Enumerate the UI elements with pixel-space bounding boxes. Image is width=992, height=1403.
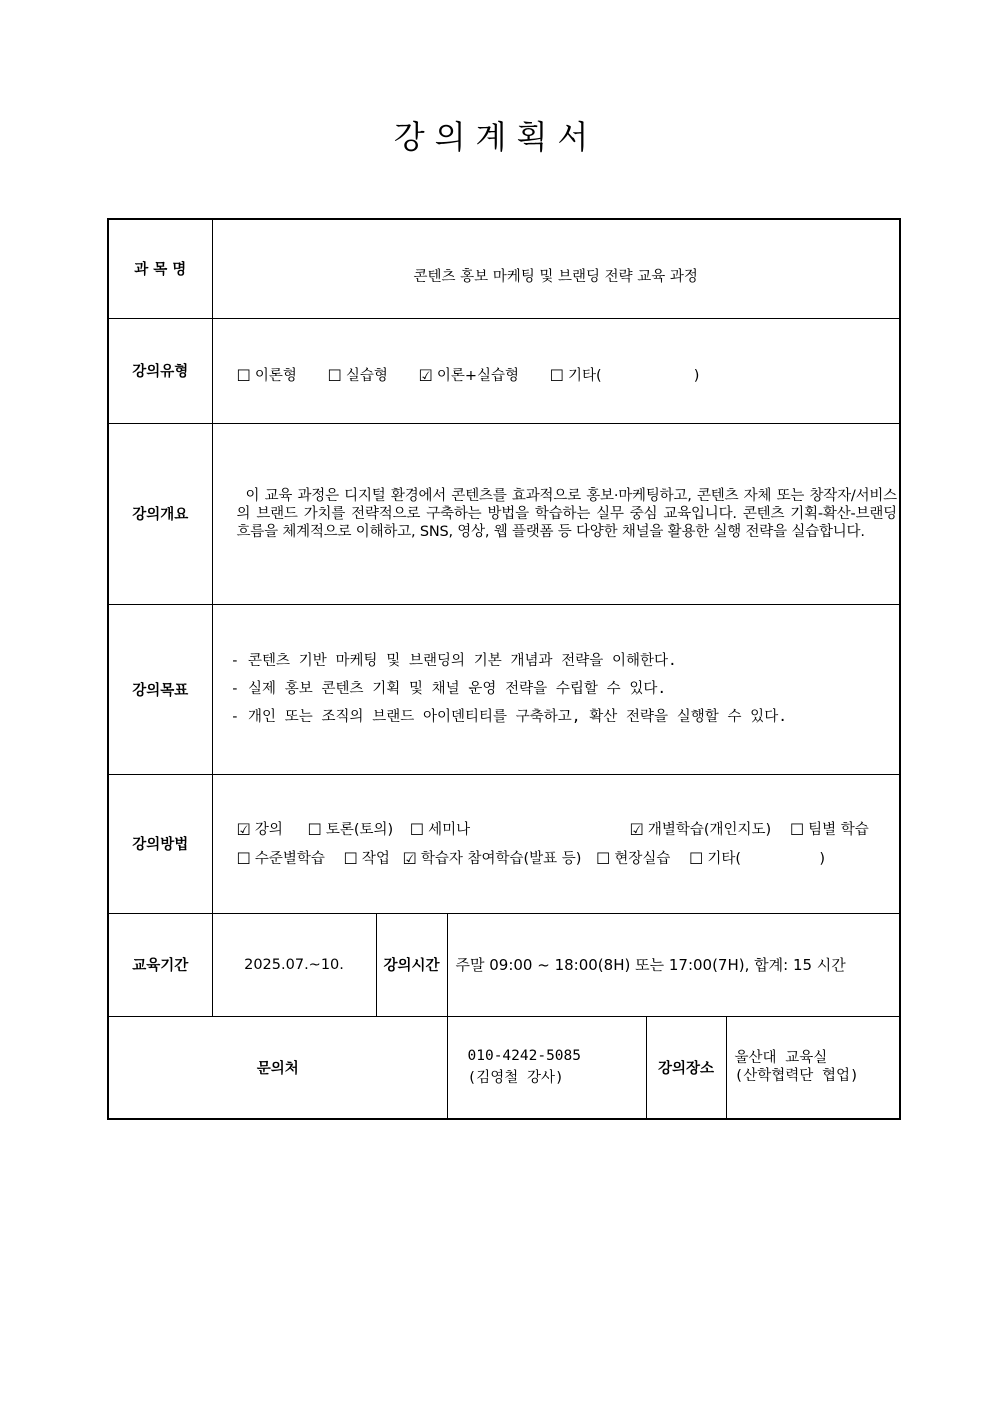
page-title: 강의계획서 [393, 118, 599, 156]
method-option[interactable]: ☐ 현장실습 [596, 844, 670, 874]
overview-text: 이 교육 과정은 디지털 환경에서 콘텐츠를 효과적으로 홍보·마케팅하고, 콘텐츠 자체 또는 창작자/서비스의 브랜드 가치를 전략적으로 구축하는 방법을 학습하는 실무 중심 교육입니다. 콘텐츠 기획-확산-브랜딩 흐름을 체계적으로 이해하고, SNS, 영상, 웹 플랫폼 등 다양한 채널을 활용한 실행 전략을 실습합니다. [212, 423, 900, 604]
place-line: (산학협력단 협업) [734, 1068, 859, 1085]
row-period [108, 913, 900, 1016]
checkbox[interactable]: ☐ [789, 819, 805, 839]
course-name-value: 콘텐츠 홍보 마케팅 및 브랜딩 전략 교육 과정 [212, 219, 900, 318]
place-info [726, 1016, 900, 1119]
method-option[interactable]: ☐ 기타( ) [689, 844, 825, 874]
row-overview [108, 423, 900, 604]
course-name-label: 과 목 명 [108, 219, 212, 318]
row-lecture-type [108, 318, 900, 423]
period-label: 교육기간 [108, 913, 212, 1016]
row-course-name [108, 219, 900, 318]
row-goals [108, 604, 900, 774]
method-option[interactable]: ☑ 개별학습(개인지도) [630, 815, 772, 845]
lecture-type-label: 강의유형 [108, 318, 212, 423]
lecture-type-option[interactable]: ☑ 이론+실습형 [418, 365, 519, 385]
checkbox[interactable]: ☐ [327, 365, 342, 385]
goals-list [212, 604, 900, 774]
lecture-time-label: 강의시간 [376, 913, 447, 1016]
goal-item: - 콘텐츠 기반 마케팅 및 브랜딩의 기본 개념과 전략을 이해한다. [230, 653, 677, 669]
method-option[interactable]: ☐ 팀별 학습 [790, 815, 869, 845]
lecture-type-option[interactable]: ☐ 기타( ) [549, 365, 700, 385]
method-right-group [630, 815, 869, 845]
checkbox[interactable]: ☑ [418, 365, 433, 385]
contact-person: (김영철 강사) [467, 1070, 564, 1087]
lecture-type-options [212, 318, 900, 423]
checkbox[interactable]: ☐ [689, 848, 704, 868]
period-value: 2025.07.~10. [212, 913, 376, 1016]
contact-info [447, 1016, 646, 1119]
lecture-type-option[interactable]: ☐ 이론형 [236, 365, 297, 385]
lecture-type-option[interactable]: ☐ 실습형 [327, 365, 388, 385]
checkbox[interactable]: ☑ [629, 819, 644, 839]
checkbox[interactable]: ☑ [236, 819, 251, 839]
method-option[interactable]: ☐ 토론(토의) [307, 815, 393, 845]
contact-label: 문의처 [108, 1016, 447, 1119]
contact-phone: 010-4242-5085 [467, 1048, 581, 1065]
lecture-plan-table [107, 218, 901, 1120]
checkbox[interactable]: ☐ [307, 819, 322, 839]
checkbox[interactable]: ☐ [236, 848, 251, 868]
method-option[interactable]: ☐ 세미나 [410, 815, 470, 845]
goals-label: 강의목표 [108, 604, 212, 774]
checkbox[interactable]: ☐ [343, 848, 358, 868]
checkbox[interactable]: ☐ [409, 819, 425, 839]
place-label: 강의장소 [646, 1016, 726, 1119]
overview-label: 강의개요 [108, 423, 212, 604]
checkbox[interactable]: ☐ [236, 365, 251, 385]
method-option[interactable]: ☑ 강의 [237, 815, 283, 845]
method-option[interactable]: ☑ 학습자 참여학습(발표 등) [402, 844, 581, 874]
place-line: 울산대 교육실 [734, 1050, 828, 1067]
checkbox[interactable]: ☑ [402, 848, 417, 868]
methods-label: 강의방법 [108, 774, 212, 913]
method-option[interactable]: ☐ 수준별학습 [237, 844, 325, 874]
method-option[interactable]: ☐ 작업 [344, 844, 390, 874]
row-contact [108, 1016, 900, 1119]
checkbox[interactable]: ☐ [549, 365, 564, 385]
checkbox[interactable]: ☐ [596, 848, 611, 868]
goal-item: - 개인 또는 조직의 브랜드 아이덴티티를 구축하고, 확산 전략을 실행할 수 있다. [230, 709, 787, 725]
lecture-time-value: 주말 09:00 ~ 18:00(8H) 또는 17:00(7H), 합계: 15 시간 [447, 913, 900, 1016]
row-methods [108, 774, 900, 913]
methods-options [212, 774, 900, 913]
goal-item: - 실제 홍보 콘텐츠 기획 및 채널 운영 전략을 수립할 수 있다. [230, 681, 667, 697]
